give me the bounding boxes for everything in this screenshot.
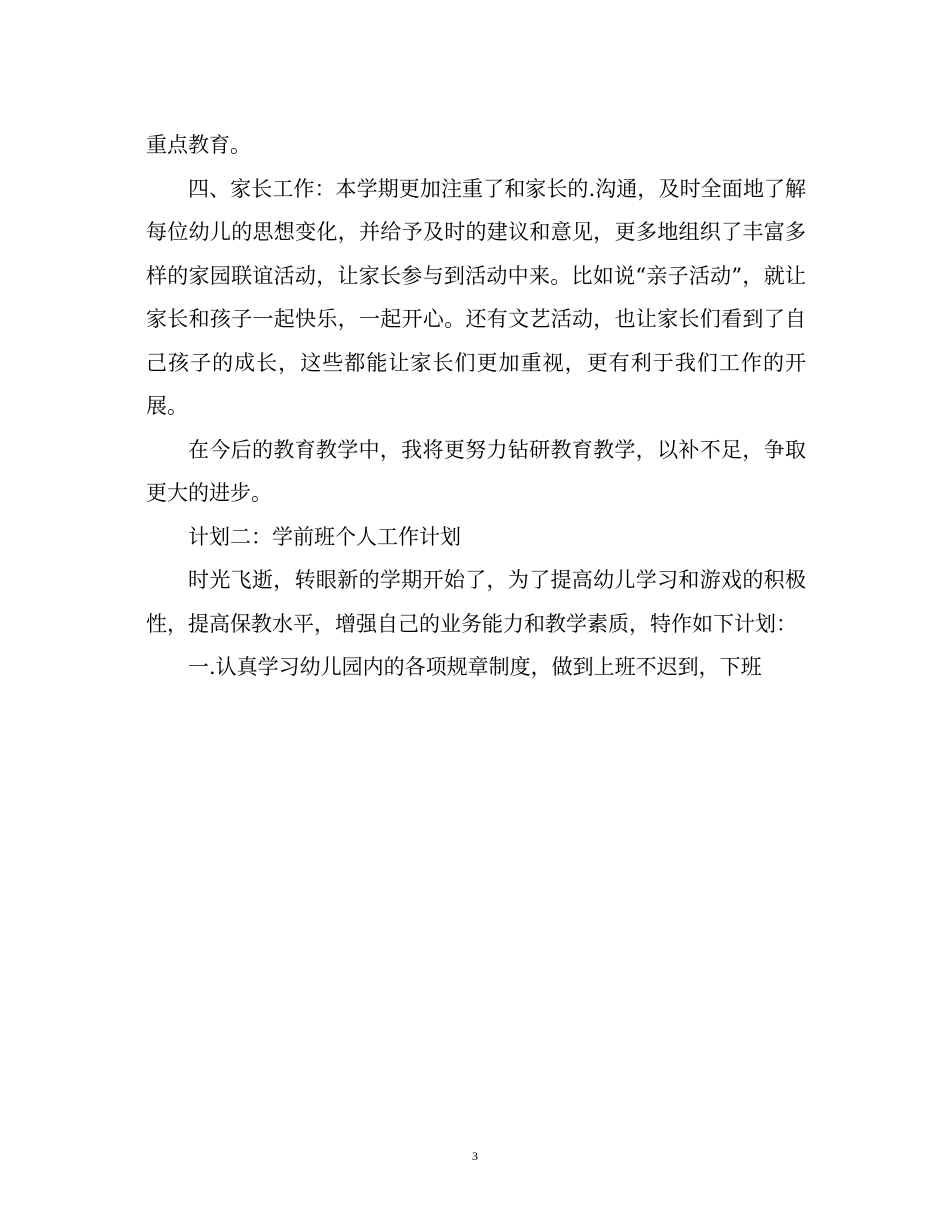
document-body — [146, 124, 806, 690]
paragraph-item-one: 一.认真学习幼儿园内的各项规章制度，做到上班不迟到，下班 — [188, 655, 762, 679]
paragraph-continuation: 重点教育。 — [146, 133, 251, 157]
paragraph-plan-intro: 时光飞逝，转眼新的学期开始了，为了提高幼儿学习和游戏的积极性，提高保教水平，增强自己的业务能力和教学素质，特作如下计划： — [146, 568, 806, 636]
paragraph-future-effort: 在今后的教育教学中，我将更努力钻研教育教学，以补不足，争取更大的进步。 — [146, 437, 806, 505]
paragraph-parent-work: 四、家长工作：本学期更加注重了和家长的.沟通，及时全面地了解每位幼儿的思想变化，并给予及时的建议和意见，更多地组织了丰富多样的家园联谊活动，让家长参与到活动中来。比如说“亲子活动”，就让家长和孩子一起快乐，一起开心。还有文艺活动，也让家长们看到了自己孩子的成长，这些都能让家长们更加重视，更有利于我们工作的开展。 — [146, 176, 806, 418]
page-number: 3 — [472, 1149, 478, 1163]
section-heading-plan-two: 计划二：学前班个人工作计划 — [188, 524, 461, 549]
